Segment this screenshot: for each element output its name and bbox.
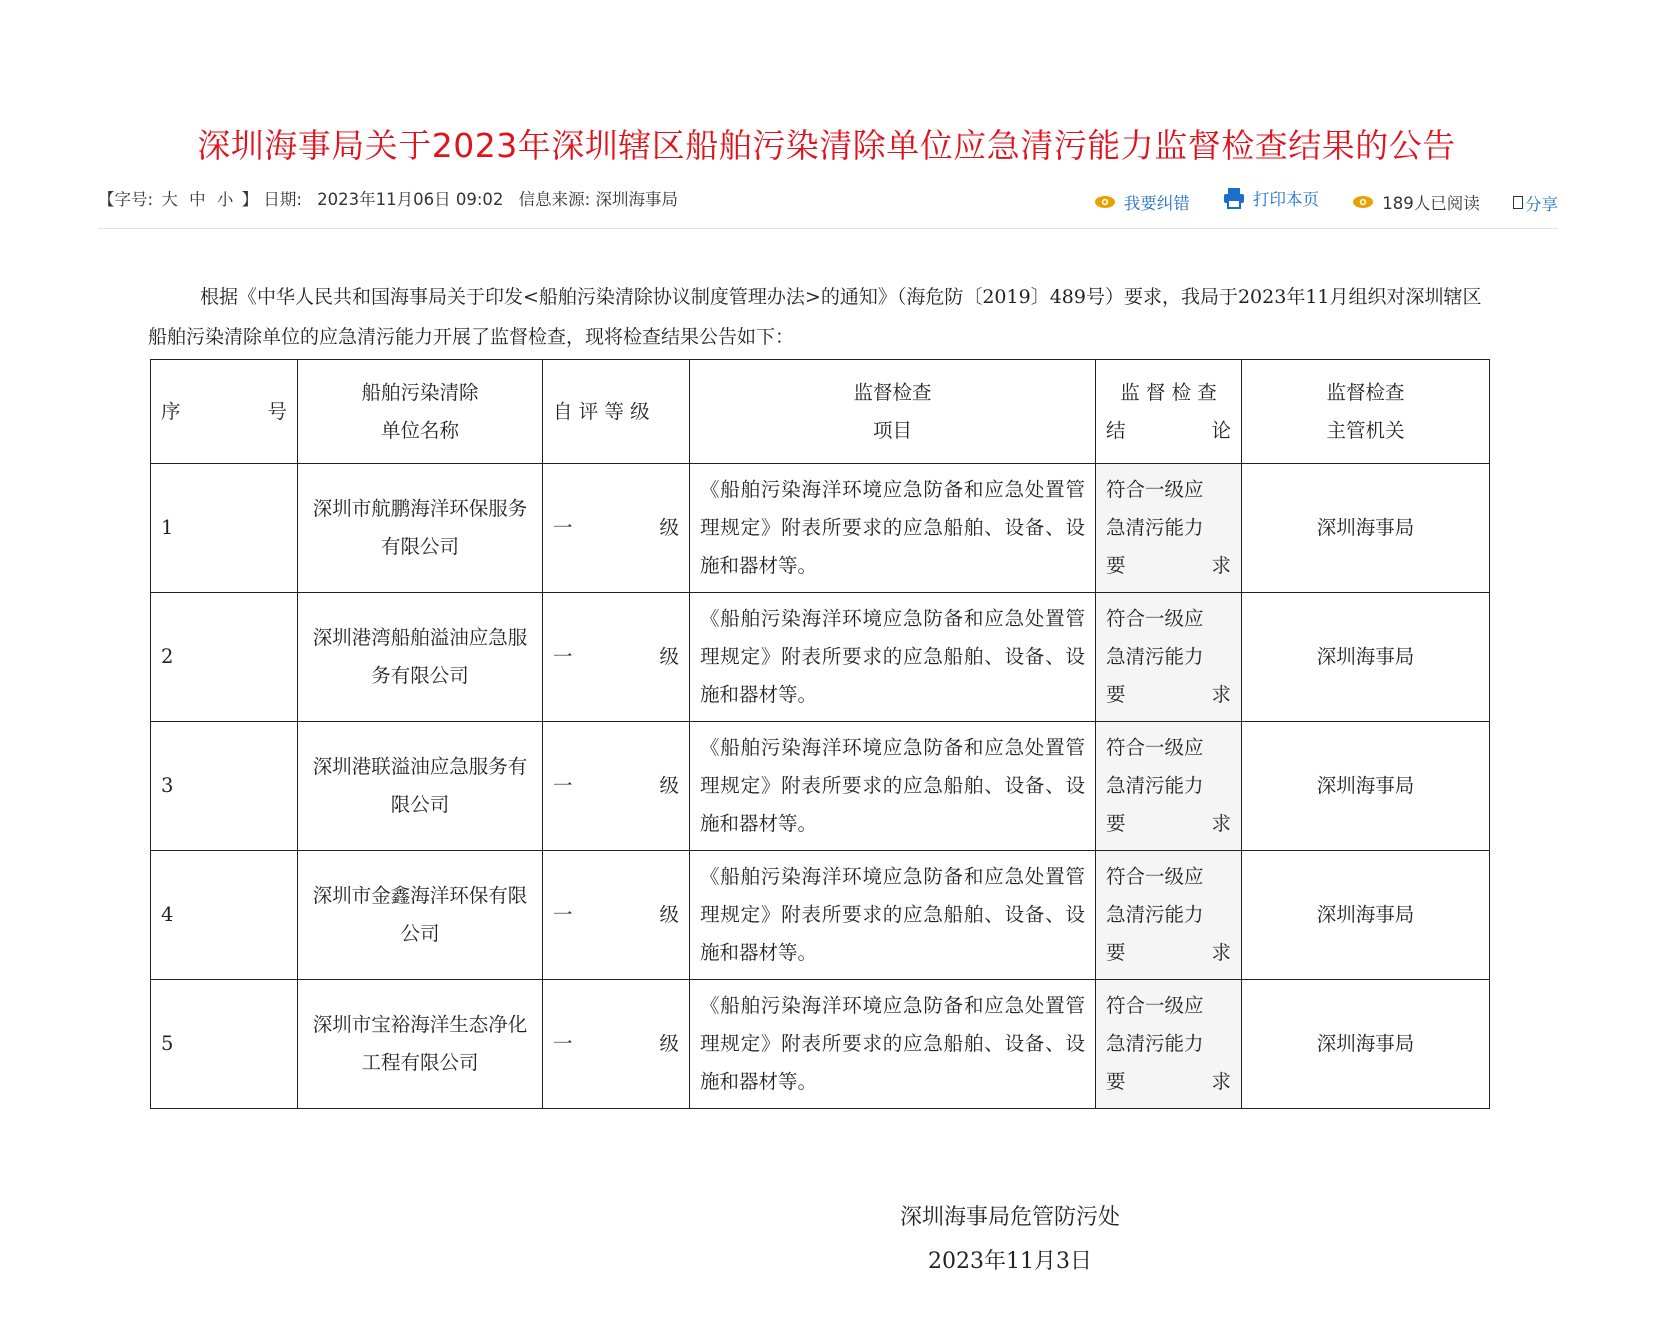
font-size-large-button[interactable]: 大 <box>161 190 178 209</box>
row-unit-name: 深圳港联溢油应急服务有限公司 <box>298 722 543 851</box>
intro-paragraph: 根据《中华人民共和国海事局关于印发<船舶污染清除协议制度管理办法>的通知》（海危防〔2019〕489号）要求，我局于2023年11月组织对深圳辖区船舶污染清除单位的应急清污能力开展了监督检查，现将检查结果公告如下： <box>148 286 1482 348</box>
row-unit-name: 深圳市金鑫海洋环保有限公司 <box>298 851 543 980</box>
row-authority: 深圳海事局 <box>1242 722 1490 851</box>
view-count-label: 189人已阅读 <box>1382 194 1480 213</box>
meta-right <box>1066 186 1558 215</box>
row-inspection-item: 《船舶污染海洋环境应急防备和应急处置管理规定》附表所要求的应急船舶、设备、设施和器材等。 <box>690 851 1096 980</box>
header-authority: 监督检查 主管机关 <box>1242 360 1490 464</box>
font-size-small-button[interactable]: 小 <box>216 190 234 209</box>
row-inspection-result: 符合一级应 急清污能力 要 求 <box>1096 722 1242 851</box>
row-no: 1 <box>151 464 298 593</box>
table-row <box>151 980 1490 1109</box>
report-error-label: 我要纠错 <box>1123 194 1190 213</box>
results-table <box>150 359 1490 1109</box>
header-inspection-result: 监 督 检 查 结 论 <box>1096 360 1242 464</box>
meta-left <box>98 186 678 210</box>
row-inspection-result: 符合一级应 急清污能力 要 求 <box>1096 593 1242 722</box>
row-self-rating: 一 级 <box>543 722 690 851</box>
page-title: 深圳海事局关于2023年深圳辖区船舶污染清除单位应急清污能力监督检查结果的公告 <box>197 126 1456 166</box>
row-authority: 深圳海事局 <box>1242 464 1490 593</box>
row-unit-name: 深圳港湾船舶溢油应急服务有限公司 <box>298 593 543 722</box>
share-icon <box>1513 196 1523 209</box>
row-inspection-item: 《船舶污染海洋环境应急防备和应急处置管理规定》附表所要求的应急船舶、设备、设施和器材等。 <box>690 464 1096 593</box>
row-inspection-result: 符合一级应 急清污能力 要 求 <box>1096 980 1242 1109</box>
row-inspection-item: 《船舶污染海洋环境应急防备和应急处置管理规定》附表所要求的应急船舶、设备、设施和器材等。 <box>690 722 1096 851</box>
signature-org: 深圳海事局危管防污处 <box>899 1205 1120 1230</box>
signature-date: 2023年11月3日 <box>928 1249 1092 1274</box>
view-count <box>1352 190 1480 214</box>
font-size-medium-button[interactable]: 中 <box>189 190 206 209</box>
row-authority: 深圳海事局 <box>1242 980 1490 1109</box>
source-label: 信息来源: <box>518 190 591 209</box>
row-authority: 深圳海事局 <box>1242 851 1490 980</box>
print-page-link[interactable] <box>1223 186 1319 210</box>
printer-icon <box>1223 187 1245 209</box>
row-inspection-result: 符合一级应 急清污能力 要 求 <box>1096 851 1242 980</box>
row-no: 2 <box>151 593 298 722</box>
header-unit-name: 船舶污染清除 单位名称 <box>298 360 543 464</box>
row-inspection-result: 符合一级应 急清污能力 要 求 <box>1096 464 1242 593</box>
table-row <box>151 593 1490 722</box>
row-self-rating: 一 级 <box>543 593 690 722</box>
row-inspection-item: 《船舶污染海洋环境应急防备和应急处置管理规定》附表所要求的应急船舶、设备、设施和器材等。 <box>690 593 1096 722</box>
source-value: 深圳海事局 <box>595 190 678 209</box>
table-row <box>151 851 1490 980</box>
row-unit-name: 深圳市宝裕海洋生态净化工程有限公司 <box>298 980 543 1109</box>
font-size-label-close: 】 <box>241 190 259 209</box>
date-label: 日期: <box>263 190 302 209</box>
row-no: 4 <box>151 851 298 980</box>
row-no: 5 <box>151 980 298 1109</box>
print-page-label: 打印本页 <box>1253 190 1319 209</box>
divider <box>98 228 1558 229</box>
eye-icon <box>1094 195 1116 209</box>
report-error-link[interactable] <box>1094 190 1190 214</box>
table-header-row <box>151 360 1490 464</box>
signature-block <box>870 1196 1150 1284</box>
row-no: 3 <box>151 722 298 851</box>
row-unit-name: 深圳市航鹏海洋环保服务有限公司 <box>298 464 543 593</box>
row-inspection-item: 《船舶污染海洋环境应急防备和应急处置管理规定》附表所要求的应急船舶、设备、设施和器材等。 <box>690 980 1096 1109</box>
date-value: 2023年11月06日 09:02 <box>317 190 504 209</box>
row-self-rating: 一 级 <box>543 464 690 593</box>
row-self-rating: 一 级 <box>543 980 690 1109</box>
table-row <box>151 722 1490 851</box>
row-authority: 深圳海事局 <box>1242 593 1490 722</box>
eye-icon <box>1352 195 1374 209</box>
row-self-rating: 一 级 <box>543 851 690 980</box>
header-no: 序 号 <box>151 360 298 464</box>
share-link[interactable] <box>1513 191 1558 215</box>
header-inspection-item: 监督检查 项目 <box>690 360 1096 464</box>
article-meta-bar <box>98 186 1558 216</box>
header-self-rating: 自 评 等 级 <box>543 360 690 464</box>
share-label: 分享 <box>1525 194 1558 214</box>
font-size-label-open: 【字号: <box>98 190 154 209</box>
table-row <box>151 464 1490 593</box>
